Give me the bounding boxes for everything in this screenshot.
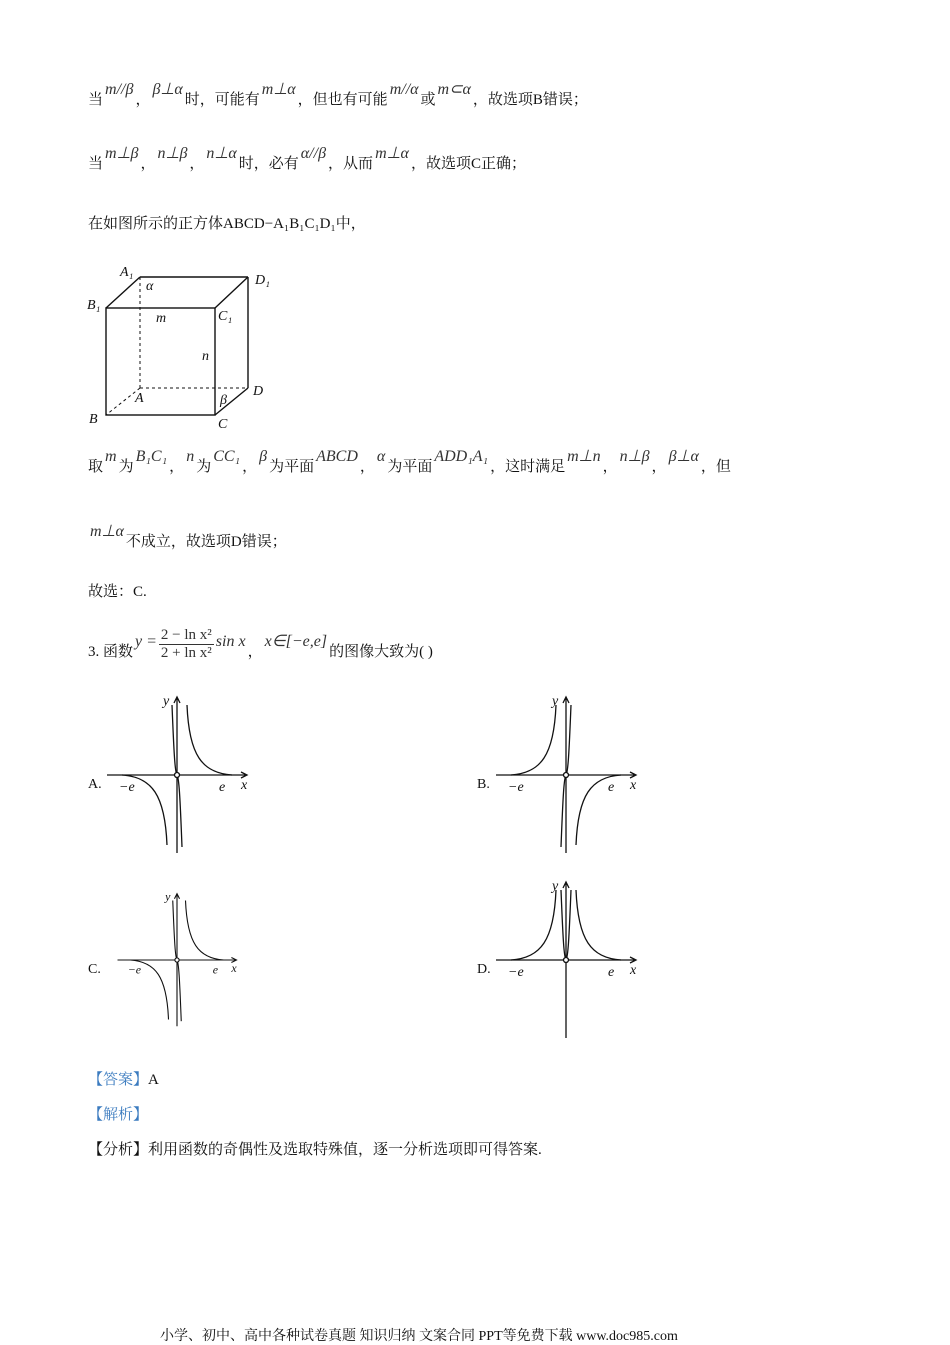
text-segment: ， <box>651 459 667 475</box>
label-n: n <box>202 349 209 364</box>
fenxi-line <box>88 1138 542 1159</box>
x-axis-label: x <box>630 963 637 978</box>
text-segment: ， <box>135 92 151 108</box>
text-segment: ， <box>140 156 156 172</box>
math-y: y = <box>135 632 157 650</box>
y-axis-label: y <box>552 694 559 709</box>
curve-branch <box>576 775 621 845</box>
tick-label-neg-e: −e <box>508 965 524 980</box>
text-segment: ， <box>602 459 618 475</box>
math-expression: n <box>186 448 195 465</box>
tick-label-neg-e: −e <box>127 962 142 977</box>
label-alpha: α <box>146 279 154 294</box>
text-line-2 <box>88 145 526 173</box>
question-prefix: 3. 函数 <box>88 643 134 660</box>
math-expression: α//β <box>300 145 327 162</box>
math-expression: m⊥α <box>261 81 296 98</box>
math-expression: β <box>259 448 268 465</box>
curve-branch <box>566 890 571 960</box>
math-expression: n⊥β <box>619 448 650 465</box>
label-A1: A₁ <box>120 265 134 280</box>
label-beta: β <box>220 393 227 408</box>
answer-value: A <box>148 1072 159 1088</box>
y-axis-label: y <box>165 889 171 904</box>
comma: ， <box>247 643 263 660</box>
graph-option-c[interactable] <box>106 875 276 1045</box>
math-expression: ABCD <box>316 448 358 465</box>
question-3 <box>88 627 433 670</box>
math-expression: n⊥α <box>206 145 237 162</box>
curve-branch <box>187 705 232 775</box>
math-expression: m⊥α <box>375 145 409 162</box>
denominator: 2 + ln x² <box>160 645 212 661</box>
math-expression: CC₁ <box>213 448 241 465</box>
text-segment: 为平面 <box>387 459 433 475</box>
text-segment: ，这时满足 <box>490 459 566 475</box>
tick-label-neg-e: −e <box>508 780 524 795</box>
y-axis-label: y <box>552 879 559 894</box>
label-B1: B₁ <box>87 298 101 313</box>
origin-hollow-dot <box>175 773 180 778</box>
curve-branch <box>511 890 556 960</box>
text-segment: ， <box>242 459 258 475</box>
label-D: D <box>253 384 264 399</box>
numerator: 2 − ln x² <box>160 627 212 643</box>
label-A: A <box>135 391 144 406</box>
text-segment: 在如图所示的正方体 <box>88 216 224 232</box>
answer-label: 【答案】 <box>88 1072 149 1088</box>
analysis-label: 【解析】 <box>88 1107 149 1123</box>
label-B: B <box>89 412 98 427</box>
text-segment: 中， <box>335 216 366 232</box>
tick-label-e: e <box>219 780 226 795</box>
text-segment: ABCD−A₁B₁C₁D₁ <box>223 216 336 232</box>
fraction <box>159 627 214 662</box>
text-segment: ，但 <box>700 459 731 475</box>
curve-branch <box>511 705 556 775</box>
text-segment: 为 <box>196 459 212 475</box>
math-domain: x∈[−e,e] <box>264 632 328 650</box>
text-line-4 <box>88 448 731 476</box>
graph-option-b[interactable] <box>495 690 665 860</box>
math-expression: n⊥β <box>157 145 188 162</box>
text-segment: 为 <box>118 459 134 475</box>
math-expression: m <box>105 448 117 465</box>
label-C: C <box>218 417 228 432</box>
text-segment: 不成立，故选项D错误； <box>125 534 287 550</box>
answer-line <box>88 1068 159 1089</box>
label-D1: D₁ <box>255 273 270 288</box>
curve-branch <box>576 890 621 960</box>
option-label: D. <box>477 962 491 977</box>
x-axis-label: x <box>630 778 637 793</box>
option-label: B. <box>477 777 490 792</box>
tick-label-neg-e: −e <box>119 780 135 795</box>
tick-label-e: e <box>608 965 615 980</box>
text-segment: ，但也有可能 <box>297 92 388 108</box>
text-segment: 时，必有 <box>238 156 299 172</box>
text-line-6: 故选：C. <box>88 584 147 600</box>
x-axis-label: x <box>231 960 237 975</box>
text-segment: ，故选项C正确； <box>410 156 526 172</box>
text-line-1 <box>88 81 588 109</box>
text-line-3 <box>88 212 366 233</box>
math-sin: sin x <box>215 632 246 650</box>
question-suffix: 的图像大致为( ) <box>329 643 433 660</box>
text-segment: 当 <box>88 156 104 172</box>
option-label: A. <box>88 777 102 792</box>
tick-label-e: e <box>608 780 615 795</box>
text-segment: ，从而 <box>328 156 374 172</box>
math-expression: m⊥β <box>105 145 139 162</box>
tick-label-e: e <box>212 962 218 977</box>
option-label: C. <box>88 962 101 977</box>
text-segment: ， <box>189 156 205 172</box>
text-segment: 取 <box>88 459 104 475</box>
footer-text: 小学、初中、高中各种试卷真题 知识归纳 文案合同 PPT等免费下载 www.doc985.com <box>160 1329 678 1344</box>
math-expression: β⊥α <box>668 448 699 465</box>
origin-hollow-dot <box>564 773 569 778</box>
curve-branch <box>186 901 224 961</box>
math-expression: m//α <box>389 81 419 98</box>
math-expression: B₁C₁ <box>135 448 168 465</box>
fenxi-label: 【分析】 <box>88 1142 149 1158</box>
math-expression: α <box>376 448 386 465</box>
graph-option-d[interactable] <box>495 875 665 1045</box>
graph-option-a[interactable] <box>106 690 276 860</box>
cube-figure <box>80 258 290 433</box>
origin-hollow-dot <box>175 958 179 962</box>
math-expression: m//β <box>105 81 134 98</box>
text-line-5 <box>88 523 287 551</box>
text-segment: 时，可能有 <box>184 92 260 108</box>
text-segment: 当 <box>88 92 104 108</box>
text-segment: ， <box>359 459 375 475</box>
math-expression: m⊥α <box>90 523 124 540</box>
origin-hollow-dot <box>564 958 569 963</box>
math-expression: m⊂α <box>437 81 471 98</box>
math-expression: β⊥α <box>152 81 183 98</box>
text-segment: ， <box>169 459 185 475</box>
math-expression: ADD₁A₁ <box>434 448 489 465</box>
y-axis-label: y <box>163 694 170 709</box>
text-segment: 为平面 <box>269 459 315 475</box>
curve-branch <box>561 890 566 960</box>
x-axis-label: x <box>241 778 248 793</box>
label-C1: C₁ <box>218 309 233 324</box>
text-segment: ，故选项B错误； <box>472 92 588 108</box>
label-m: m <box>156 311 167 326</box>
text-segment: 或 <box>420 92 436 108</box>
math-expression: m⊥n <box>567 448 601 465</box>
fenxi-text: 利用函数的奇偶性及选取特殊值，逐一分析选项即可得答案. <box>148 1142 542 1158</box>
